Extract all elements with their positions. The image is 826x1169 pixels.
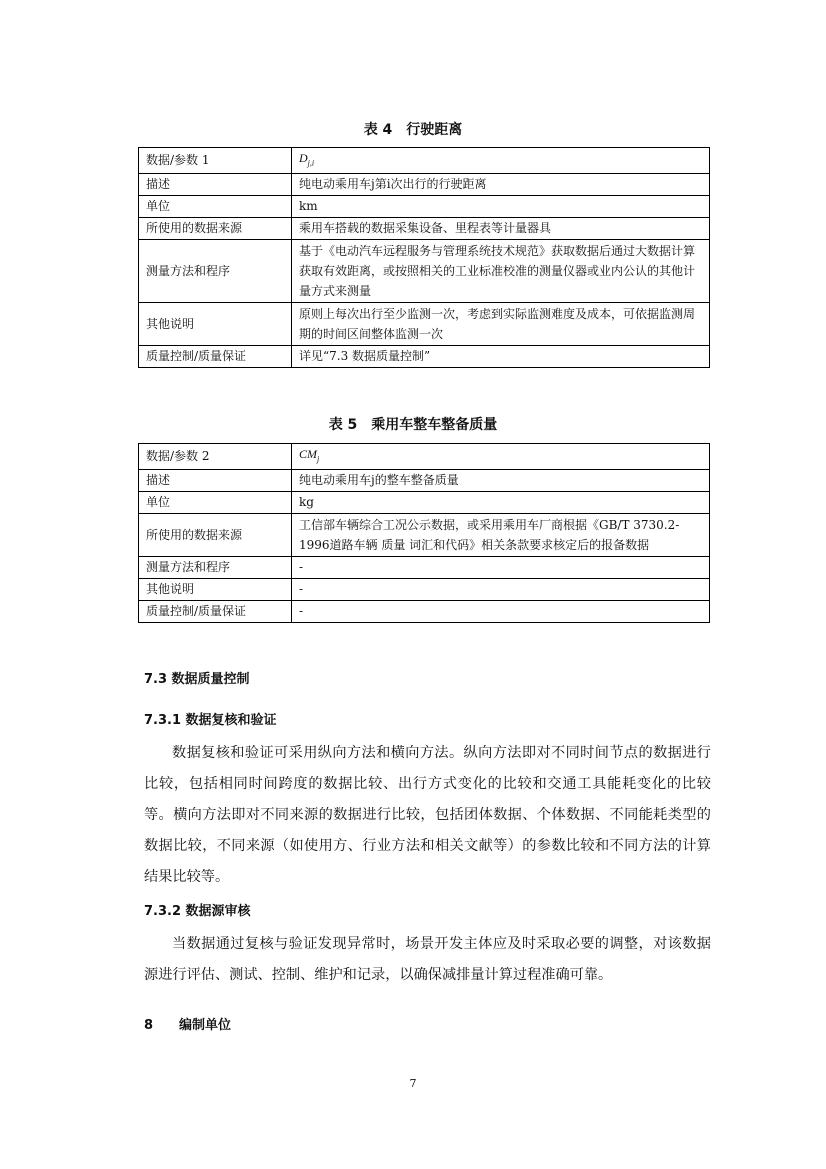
table-row xyxy=(139,346,710,368)
table-4-caption: 表 4 行驶距离 xyxy=(363,122,463,138)
table-value: km xyxy=(292,196,710,218)
table-row xyxy=(139,218,710,240)
table-row xyxy=(139,557,710,579)
table-value: - xyxy=(292,579,710,601)
table-value: kg xyxy=(292,492,710,514)
table-row xyxy=(139,303,710,346)
table-key: 所使用的数据来源 xyxy=(139,514,292,557)
table-key: 测量方法和程序 xyxy=(139,557,292,579)
table-value: 纯电动乘用车j第i次出行的行驶距离 xyxy=(292,174,710,196)
table-row xyxy=(139,601,710,623)
table-key: 其他说明 xyxy=(139,303,292,346)
table-value: 原则上每次出行至少监测一次，考虑到实际监测难度及成本，可依据监测周期的时间区间整体监测一次 xyxy=(292,303,710,346)
table-value: - xyxy=(292,557,710,579)
table-5-caption: 表 5 乘用车整车整备质量 xyxy=(328,417,498,433)
section-heading-7-3-2: 7.3.2 数据源审核 xyxy=(144,904,251,919)
table-value: 工信部车辆综合工况公示数据，或采用乘用车厂商根据《GB/T 3730.2-1996道路车辆 质量 词汇和代码》相关条款要求核定后的报备数据 xyxy=(292,514,710,557)
paragraph-data-review: 数据复核和验证可采用纵向方法和横向方法。纵向方法即对不同时间节点的数据进行比较，包括相同时间跨度的数据比较、出行方式变化的比较和交通工具能耗变化的比较等。横向方法即对不同来源的数据进行比较，包括团体数据、个体数据、不同能耗类型的数据比较，不同来源（如使用方、行业方法和相关文献等）的参数比较和不同方法的计算结果比较等。 xyxy=(144,745,711,885)
table-row xyxy=(139,492,710,514)
table-key: 测量方法和程序 xyxy=(139,240,292,303)
table-key: 描述 xyxy=(139,470,292,492)
page-number: 7 xyxy=(409,1077,417,1090)
table-row xyxy=(139,174,710,196)
table-value: - xyxy=(292,601,710,623)
table-key: 质量控制/质量保证 xyxy=(139,601,292,623)
table-key: 所使用的数据来源 xyxy=(139,218,292,240)
paragraph-source-audit: 当数据通过复核与验证发现异常时，场景开发主体应及时采取必要的调整，对该数据源进行评估、测试、控制、维护和记录，以确保减排量计算过程准确可靠。 xyxy=(144,936,711,983)
table-row xyxy=(139,444,710,470)
symbol-d-ji: $D_{j,i}$ xyxy=(299,151,315,168)
table-key: 质量控制/质量保证 xyxy=(139,346,292,368)
symbol-cm-j: $CM_j$ xyxy=(299,447,320,464)
table-key: 数据/参数 1 xyxy=(139,148,292,174)
table-row xyxy=(139,196,710,218)
table-row xyxy=(139,240,710,303)
table-key: 单位 xyxy=(139,196,292,218)
table-key: 描述 xyxy=(139,174,292,196)
table-5-curb-mass xyxy=(138,443,710,623)
table-row xyxy=(139,579,710,601)
table-4-driving-distance xyxy=(138,147,710,368)
table-value: 乘用车搭载的数据采集设备、里程表等计量器具 xyxy=(292,218,710,240)
table-row xyxy=(139,148,710,174)
table-row xyxy=(139,514,710,557)
section-heading-7-3: 7.3 数据质量控制 xyxy=(144,672,250,687)
table-value-symbol xyxy=(292,148,710,174)
table-key: 数据/参数 2 xyxy=(139,444,292,470)
table-value: 纯电动乘用车j的整车整备质量 xyxy=(292,470,710,492)
section-heading-8: 8 编制单位 xyxy=(144,1018,232,1033)
table-key: 其他说明 xyxy=(139,579,292,601)
table-key: 单位 xyxy=(139,492,292,514)
table-row xyxy=(139,470,710,492)
section-heading-7-3-1: 7.3.1 数据复核和验证 xyxy=(144,713,277,728)
table-value-symbol xyxy=(292,444,710,470)
table-value: 详见“7.3 数据质量控制” xyxy=(292,346,710,368)
table-value: 基于《电动汽车远程服务与管理系统技术规范》获取数据后通过大数据计算获取有效距离，或按照相关的工业标准校准的测量仪器或业内公认的其他计量方式来测量 xyxy=(292,240,710,303)
